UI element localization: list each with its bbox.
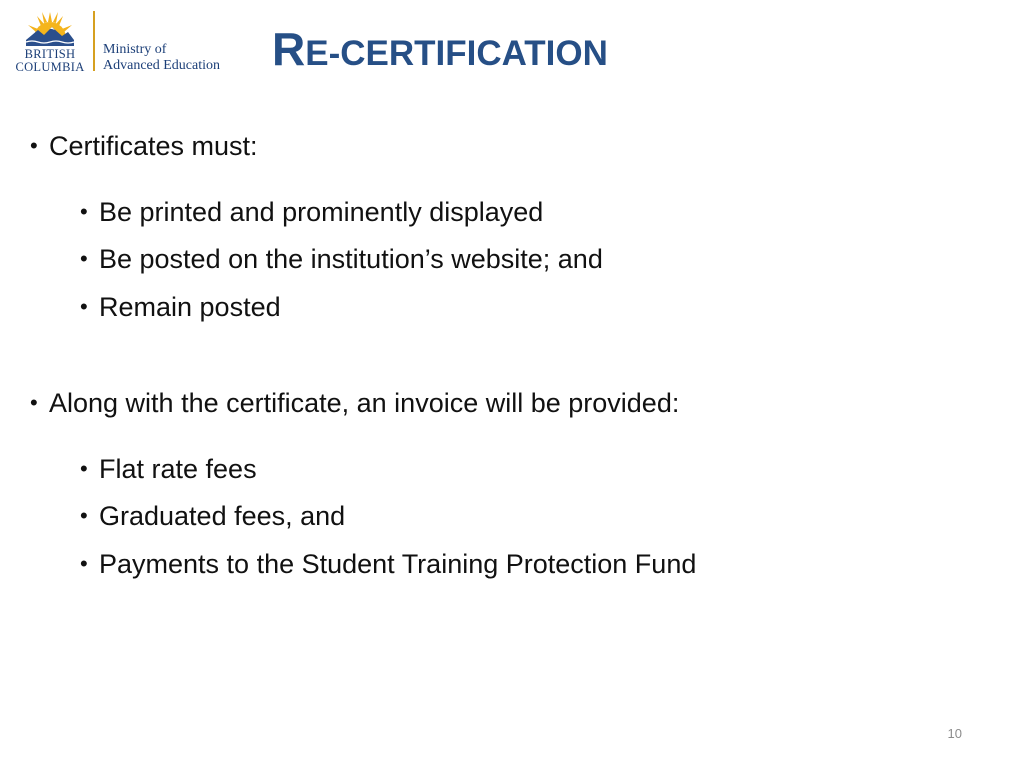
bullet-dot: • — [30, 390, 38, 415]
slide-title — [272, 22, 608, 76]
bullet-dot: • — [80, 456, 88, 481]
sub-bullet-text: Be posted on the institution’s website; and — [99, 244, 603, 274]
sun-mountains-icon — [24, 8, 76, 46]
bc-sun-mountains-icon — [10, 8, 88, 74]
logo-province-line1: BRITISH — [24, 47, 76, 61]
bullet-dot: • — [80, 294, 88, 319]
sub-bullet — [80, 453, 257, 485]
bullet-text: Certificates must: — [49, 131, 258, 161]
bullet-dot: • — [30, 133, 38, 158]
sub-bullet — [80, 548, 696, 580]
sub-bullet — [80, 500, 345, 532]
bullet-invoice — [30, 387, 679, 419]
ministry-name-line1: Ministry of — [103, 42, 167, 57]
sub-bullet-text: Flat rate fees — [99, 454, 257, 484]
sub-bullet — [80, 291, 281, 323]
slide-title-initial: R — [272, 23, 306, 75]
ministry-name-line2: Advanced Education — [103, 58, 221, 73]
logo-province-line2: COLUMBIA — [15, 60, 85, 74]
logo-divider — [93, 11, 95, 71]
sub-bullet — [80, 243, 603, 275]
sub-bullet-text: Remain posted — [99, 292, 281, 322]
bullet-certificates-must — [30, 130, 258, 162]
bullet-dot: • — [80, 246, 88, 271]
bullet-dot: • — [80, 503, 88, 528]
sub-bullet-text: Graduated fees, and — [99, 501, 346, 531]
sub-bullet-text: Be printed and prominently displayed — [99, 197, 544, 227]
sub-bullet-text: Payments to the Student Training Protection Fund — [99, 549, 697, 579]
bc-ministry-logo — [10, 8, 225, 74]
bullet-text: Along with the certificate, an invoice will be provided: — [49, 388, 680, 418]
slide-title-rest: E-CERTIFICATION — [305, 34, 608, 73]
bullet-dot: • — [80, 551, 88, 576]
bullet-dot: • — [80, 199, 88, 224]
page-number: 10 — [947, 726, 962, 741]
sub-bullet — [80, 196, 543, 228]
